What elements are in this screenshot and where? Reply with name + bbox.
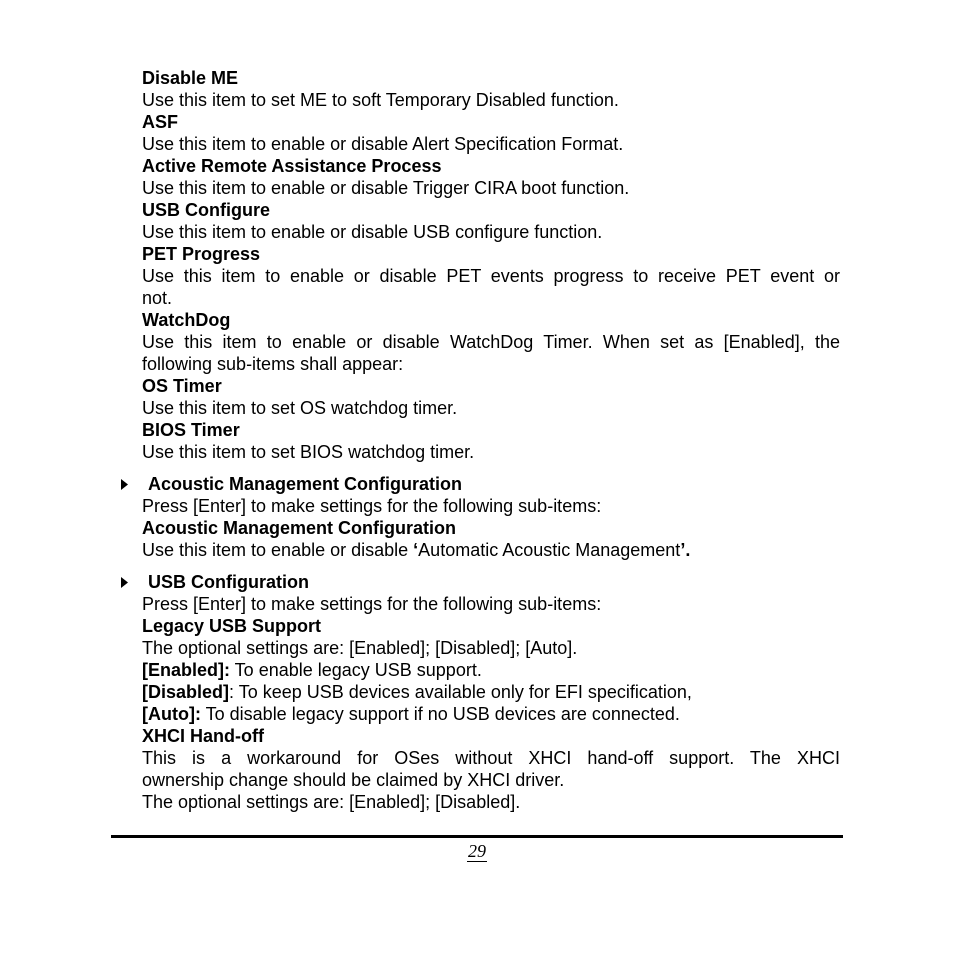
item-desc-pet-progress-line2: not. xyxy=(142,288,173,308)
item-title-asf: ASF xyxy=(142,112,178,132)
page-number xyxy=(0,840,954,862)
legacy-auto xyxy=(142,703,840,725)
acoustic-press: Press [Enter] to make settings for the following sub-items: xyxy=(142,496,602,516)
item-desc-asf: Use this item to enable or disable Alert Specification Format. xyxy=(142,134,624,154)
item-title-active-remote: Active Remote Assistance Process xyxy=(142,156,442,176)
enabled-label: [Enabled]: xyxy=(142,660,230,680)
xhci-options: The optional settings are: [Enabled]; [Disabled]. xyxy=(142,792,521,812)
xhci-desc-line1: This is a workaround for OSes without XHCI hand-off support. The XHCI xyxy=(142,748,840,768)
item-desc-active-remote: Use this item to enable or disable Trigger CIRA boot function. xyxy=(142,178,630,198)
right-triangle-icon xyxy=(119,571,129,593)
xhci-title: XHCI Hand-off xyxy=(142,726,264,746)
item-desc-pet-progress-line1: Use this item to enable or disable PET events progress to receive PET event or xyxy=(142,266,840,286)
legacy-enabled xyxy=(142,659,840,681)
auto-text: To disable legacy support if no USB devices are connected. xyxy=(200,704,680,724)
page-content xyxy=(142,67,840,813)
item-title-usb-configure: USB Configure xyxy=(142,200,270,220)
enabled-text: To enable legacy USB support. xyxy=(230,660,482,680)
acoustic-heading: Acoustic Management Configuration xyxy=(148,474,463,494)
item-desc-os-timer: Use this item to set OS watchdog timer. xyxy=(142,398,458,418)
acoustic-quote-close: ’. xyxy=(680,540,691,560)
usb-heading: USB Configuration xyxy=(148,572,309,592)
acoustic-section xyxy=(142,473,840,561)
item-desc-disable-me: Use this item to set ME to soft Temporary Disabled function. xyxy=(142,90,619,110)
item-desc-usb-configure: Use this item to enable or disable USB configure function. xyxy=(142,222,603,242)
acoustic-sub-title: Acoustic Management Configuration xyxy=(142,518,457,538)
footer-rule xyxy=(111,835,843,838)
legacy-usb-title: Legacy USB Support xyxy=(142,616,322,636)
item-title-pet-progress: PET Progress xyxy=(142,244,261,264)
item-desc-watchdog-line1: Use this item to enable or disable WatchDog Timer. When set as [Enabled], the xyxy=(142,332,840,352)
legacy-disabled xyxy=(142,681,840,703)
item-title-watchdog: WatchDog xyxy=(142,310,231,330)
item-title-os-timer: OS Timer xyxy=(142,376,222,396)
usb-press: Press [Enter] to make settings for the following sub-items: xyxy=(142,594,602,614)
item-title-disable-me: Disable ME xyxy=(142,68,239,88)
auto-label: [Auto]: xyxy=(142,704,201,724)
right-triangle-icon xyxy=(119,473,129,495)
acoustic-desc xyxy=(142,539,840,561)
page-number-text: 29 xyxy=(468,841,486,861)
item-desc-watchdog-line2: following sub-items shall appear: xyxy=(142,354,404,374)
legacy-usb-options: The optional settings are: [Enabled]; [Disabled]; [Auto]. xyxy=(142,638,578,658)
acoustic-quote-open: ‘ xyxy=(413,540,419,560)
usb-section xyxy=(142,571,840,813)
disabled-text: : To keep USB devices available only for EFI specification, xyxy=(229,682,692,702)
item-desc-bios-timer: Use this item to set BIOS watchdog timer. xyxy=(142,442,475,462)
acoustic-desc-quoted: Automatic Acoustic Management xyxy=(418,540,681,560)
acoustic-desc-prefix: Use this item to enable or disable xyxy=(142,540,414,560)
disabled-label: [Disabled] xyxy=(142,682,230,702)
item-title-bios-timer: BIOS Timer xyxy=(142,420,240,440)
xhci-desc-line2: ownership change should be claimed by XHCI driver. xyxy=(142,770,565,790)
